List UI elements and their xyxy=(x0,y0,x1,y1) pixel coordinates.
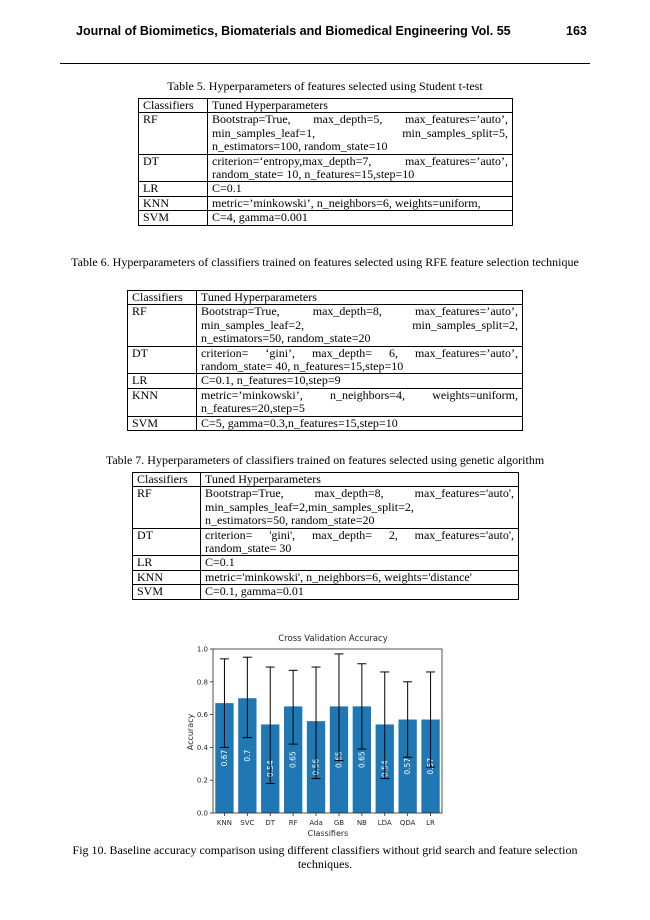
classifier-cell: LR xyxy=(128,374,197,388)
hyperparameters-cell xyxy=(197,416,523,430)
bar-value-label: 0.67 xyxy=(219,749,229,767)
y-tick-label: 1.0 xyxy=(196,645,208,654)
table-row xyxy=(139,196,513,210)
classifier-cell: SVM xyxy=(139,211,208,225)
table-row xyxy=(128,388,523,416)
x-tick-label: LDA xyxy=(377,819,392,827)
classifier-cell: SVM xyxy=(133,585,201,599)
hyperparameter-line: C=4, gamma=0.001 xyxy=(212,210,308,225)
hyperparameter-line: Bootstrap=True, max_depth=8, max_features='auto', xyxy=(205,486,514,501)
x-tick-label: KNN xyxy=(216,819,232,827)
classifier-cell: LR xyxy=(133,556,201,570)
hyperparameter-line: C=5, gamma=0.3,n_features=15,step=10 xyxy=(201,415,398,430)
y-tick-label: 0.8 xyxy=(196,678,208,687)
hyperparameter-line: C=0.1 xyxy=(205,555,235,570)
chart-y-axis-label: Accuracy xyxy=(186,713,195,751)
classifier-cell: SVM xyxy=(128,416,197,430)
chart-x-axis-label: Classifiers xyxy=(307,829,349,838)
x-tick-label: NB xyxy=(356,819,367,827)
hyperparameter-line: n_features=20,step=5 xyxy=(201,401,305,416)
column-header-hyperparameters: Tuned Hyperparameters xyxy=(201,473,519,487)
column-header-classifiers: Classifiers xyxy=(128,291,197,305)
x-tick-label: SVC xyxy=(240,819,255,827)
bar-value-label: 0.57 xyxy=(426,757,436,775)
column-header-classifiers: Classifiers xyxy=(139,99,208,113)
figure-10-caption: Fig 10. Baseline accuracy comparison using different classifiers without grid search and feature selection techniques. xyxy=(72,843,578,871)
table-row xyxy=(133,585,519,599)
table-5 xyxy=(138,98,513,226)
hyperparameters-cell xyxy=(208,211,513,225)
table-row xyxy=(139,113,513,154)
classifier-cell: DT xyxy=(128,346,197,374)
bar-value-label: 0.54 xyxy=(380,760,390,778)
hyperparameter-line: min_samples_leaf=1, min_samples_split=5, xyxy=(212,125,508,140)
hyperparameter-line: metric=’minkowski’, n_neighbors=6, weights=uniform, xyxy=(212,195,481,210)
hyperparameter-line: random_state= 10, n_features=15,step=10 xyxy=(212,167,415,182)
bar-value-label: 0.54 xyxy=(265,760,275,778)
table-row xyxy=(133,556,519,570)
bar-value-label: 0.7 xyxy=(242,749,252,762)
hyperparameters-cell xyxy=(201,528,519,556)
hyperparameter-line: criterion=‘entropy,max_depth=7, max_features=’auto’, xyxy=(212,153,508,168)
hyperparameter-line: random_state= 40, n_features=15,step=10 xyxy=(201,359,404,374)
hyperparameter-line: Bootstrap=True, max_depth=5, max_features=’auto’, xyxy=(212,112,508,127)
y-tick-label: 0.4 xyxy=(196,743,208,752)
hyperparameters-cell xyxy=(208,182,513,196)
hyperparameters-cell xyxy=(197,374,523,388)
bar-value-label: 0.57 xyxy=(403,757,413,775)
hyperparameters-cell xyxy=(197,346,523,374)
hyperparameter-line: C=0.1, n_features=10,step=9 xyxy=(201,373,341,388)
hyperparameters-cell xyxy=(201,585,519,599)
table-header-row xyxy=(128,291,523,305)
table-row xyxy=(128,346,523,374)
hyperparameters-cell xyxy=(208,196,513,210)
hyperparameter-line: criterion= 'gini', max_depth= 2, max_features='auto', xyxy=(205,527,514,542)
column-header-hyperparameters: Tuned Hyperparameters xyxy=(197,291,523,305)
column-header-hyperparameters: Tuned Hyperparameters xyxy=(208,99,513,113)
x-tick-label: DT xyxy=(265,819,276,827)
hyperparameters-cell xyxy=(201,570,519,584)
hyperparameter-line: criterion= ‘gini’, max_depth= 6, max_features=’auto’, xyxy=(201,345,518,360)
bar-value-label: 0.65 xyxy=(288,751,298,769)
table-header-row xyxy=(139,99,513,113)
hyperparameters-cell xyxy=(208,154,513,182)
classifier-cell: LR xyxy=(139,182,208,196)
bar-value-label: 0.56 xyxy=(311,758,321,776)
running-header xyxy=(0,24,650,44)
chart-title: Cross Validation Accuracy xyxy=(278,634,388,644)
table-row xyxy=(128,374,523,388)
hyperparameter-line: random_state= 30 xyxy=(205,541,292,556)
x-tick-label: Ada xyxy=(309,819,323,827)
hyperparameters-cell xyxy=(201,487,519,528)
hyperparameter-line: C=0.1 xyxy=(212,181,242,196)
bar-value-label: 0.65 xyxy=(357,751,367,769)
hyperparameter-line: min_samples_leaf=2,min_samples_split=2, xyxy=(205,499,414,514)
bar-value-label: 0.65 xyxy=(334,751,344,769)
hyperparameters-cell xyxy=(197,305,523,346)
hyperparameters-cell xyxy=(201,556,519,570)
classifier-cell: KNN xyxy=(139,196,208,210)
hyperparameter-line: n_estimators=100, random_state=10 xyxy=(212,139,388,154)
classifier-cell: RF xyxy=(128,305,197,346)
x-tick-label: RF xyxy=(288,819,298,827)
classifier-cell: DT xyxy=(133,528,201,556)
classifier-cell: RF xyxy=(133,487,201,528)
hyperparameter-line: min_samples_leaf=2, min_samples_split=2, xyxy=(201,317,518,332)
accuracy-bar-chart xyxy=(180,625,470,840)
hyperparameter-line: metric='minkowski', n_neighbors=6, weights='distance' xyxy=(205,569,472,584)
table-row xyxy=(133,570,519,584)
hyperparameter-line: C=0.1, gamma=0.01 xyxy=(205,584,304,599)
hyperparameter-line: n_estimators=50, random_state=20 xyxy=(205,513,375,528)
table-5-caption: Table 5. Hyperparameters of features selected using Student t-test xyxy=(167,79,483,93)
classifier-cell: RF xyxy=(139,113,208,154)
hyperparameter-line: n_estimators=50, random_state=20 xyxy=(201,331,371,346)
journal-title: Journal of Biomimetics, Biomaterials and Biomedical Engineering Vol. 55 xyxy=(76,24,511,38)
hyperparameters-cell xyxy=(197,388,523,416)
table-header-row xyxy=(133,473,519,487)
column-header-classifiers: Classifiers xyxy=(133,473,201,487)
table-row xyxy=(128,416,523,430)
y-tick-label: 0.0 xyxy=(196,809,208,818)
hyperparameter-line: metric=’minkowski’, n_neighbors=4, weights=uniform, xyxy=(201,387,518,402)
table-6 xyxy=(127,290,523,431)
table-row xyxy=(128,305,523,346)
table-row xyxy=(139,154,513,182)
table-row xyxy=(133,487,519,528)
classifier-cell: KNN xyxy=(133,570,201,584)
page-number: 163 xyxy=(566,24,587,38)
x-tick-label: GB xyxy=(333,819,345,827)
y-tick-label: 0.2 xyxy=(196,776,208,785)
classifier-cell: DT xyxy=(139,154,208,182)
table-row xyxy=(133,528,519,556)
hyperparameter-line: Bootstrap=True, max_depth=8, max_features=’auto’, xyxy=(201,304,518,319)
table-6-caption: Table 6. Hyperparameters of classifiers trained on features selected using RFE feature selection technique xyxy=(71,255,579,269)
hyperparameters-cell xyxy=(208,113,513,154)
table-row xyxy=(139,182,513,196)
table-7 xyxy=(132,472,519,600)
x-tick-label: QDA xyxy=(399,819,416,827)
classifier-cell: KNN xyxy=(128,388,197,416)
table-row xyxy=(139,211,513,225)
header-rule xyxy=(60,63,590,64)
x-tick-label: LR xyxy=(426,819,435,827)
y-tick-label: 0.6 xyxy=(196,711,208,720)
table-7-caption: Table 7. Hyperparameters of classifiers trained on features selected using genetic algorithm xyxy=(105,453,545,467)
